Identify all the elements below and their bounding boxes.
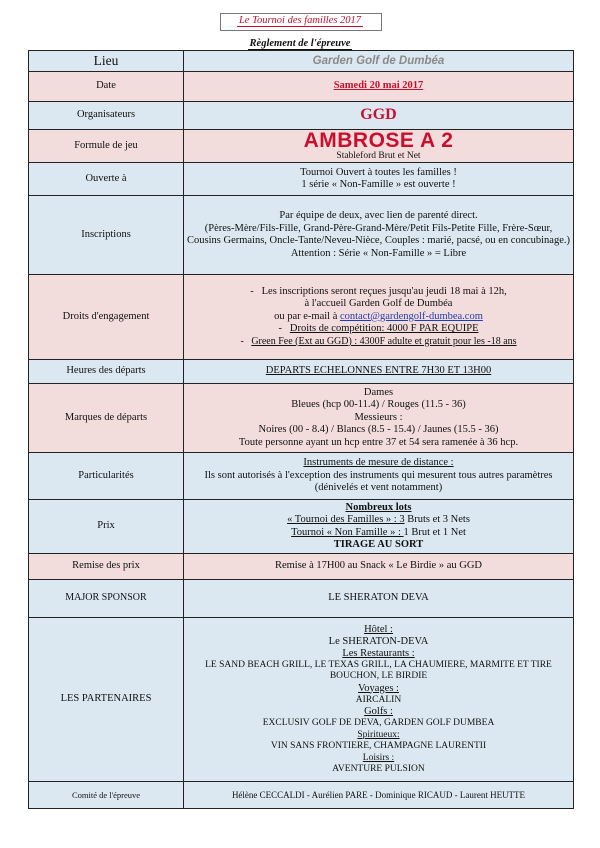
label-droits: Droits d'engagement	[29, 275, 184, 360]
value-heures: DEPARTS ECHELONNES ENTRE 7H30 ET 13H00	[184, 360, 574, 384]
ouverte-line-2: 1 série « Non-Famille » est ouverte !	[301, 179, 456, 190]
row-prix	[29, 500, 574, 554]
prix-line-3: Tournoi « Non Famille » : 1 Brut et 1 Net	[291, 526, 466, 538]
row-droits	[29, 275, 574, 360]
value-date: Samedi 20 mai 2017	[184, 72, 574, 102]
document-title: Le Tournoi des familles 2017	[238, 15, 362, 26]
row-inscriptions	[29, 196, 574, 275]
inscriptions-line-2: (Pères-Mère/Fils-Fille, Grand-Père-Grand-Mère/Petit Fils-Petite Fille, Frère-Sœur, Cousins Germains, Oncle-Tante/Neveu-Nièce, Couples : marié, pacsé, ou en concubinage.)	[187, 222, 570, 246]
partenaires-golfs: EXCLUSIV GOLF DE DEVA, GARDEN GOLF DUMBEA	[262, 718, 495, 728]
ouverte-line-1: Tournoi Ouvert à toutes les familles !	[300, 166, 457, 178]
row-partenaires	[29, 618, 574, 782]
value-particularites	[184, 453, 574, 500]
partenaires-loisirs-title: Loisirs :	[362, 752, 395, 763]
label-sponsor: MAJOR SPONSOR	[29, 580, 184, 618]
row-formule	[29, 130, 574, 163]
value-inscriptions	[184, 196, 574, 275]
prix-line-1: Nombreux lots	[345, 501, 412, 513]
label-marques: Marques de départs	[29, 384, 184, 453]
marques-line-4: Noires (00 - 8.4) / Blancs (8.5 - 15.4) / Jaunes (15.5 - 36)	[258, 424, 499, 436]
document-subtitle: Règlement de l'épreuve	[249, 38, 351, 49]
partenaires-voyages: AIRCALIN	[355, 694, 402, 705]
row-particularites	[29, 453, 574, 500]
inscriptions-line-3: Attention : Série « Non-Famille » = Libre	[290, 247, 467, 259]
partenaires-hotel-title: Hôtel :	[364, 623, 393, 635]
row-lieu	[29, 51, 574, 72]
label-remise: Remise des prix	[29, 554, 184, 580]
label-prix: Prix	[29, 500, 184, 554]
partenaires-hotel: Le SHERATON-DEVA	[328, 635, 429, 647]
droits-line-2: à l'accueil Garden Golf de Dumbéa	[304, 298, 453, 310]
label-lieu: Lieu	[29, 51, 184, 72]
row-sponsor	[29, 580, 574, 618]
droits-line-1: - Les inscriptions seront reçues jusqu'au jeudi 18 mai à 12h,	[250, 285, 507, 297]
label-particularites: Particularités	[29, 453, 184, 500]
value-lieu: Garden Golf de Dumbéa	[184, 51, 574, 72]
formule-title: AMBROSE A 2	[303, 129, 454, 152]
partenaires-spiritueux: VIN SANS FRONTIERE, CHAMPAGNE LAURENTII	[270, 741, 487, 751]
value-marques	[184, 384, 574, 453]
value-organisateurs: GGD	[184, 102, 574, 130]
row-organisateurs	[29, 102, 574, 130]
marques-line-2: Bleues (hcp 00-11.4) / Rouges (11.5 - 36)	[291, 399, 466, 411]
row-remise	[29, 554, 574, 580]
partenaires-voyages-title: Voyages :	[358, 682, 399, 694]
value-formule	[184, 130, 574, 163]
label-inscriptions: Inscriptions	[29, 196, 184, 275]
value-sponsor: LE SHERATON DEVA	[184, 580, 574, 618]
label-heures: Heures des départs	[29, 360, 184, 384]
rules-table	[28, 50, 574, 809]
label-partenaires: LES PARTENAIRES	[29, 618, 184, 782]
label-date: Date	[29, 72, 184, 102]
droits-line-3: ou par e-mail à contact@gardengolf-dumbea.com	[274, 310, 483, 322]
partenaires-restaurants: LE SAND BEACH GRILL, LE TEXAS GRILL, LA CHAUMIERE, MARMITE ET TIRE BOUCHON, LE BIRDIE	[205, 659, 552, 681]
partenaires-golfs-title: Golfs :	[364, 706, 393, 717]
partenaires-loisirs: AVENTURE PULSION	[332, 764, 425, 774]
value-comite: Hélène CECCALDI - Aurélien PARE - Dominique RICAUD - Laurent HEUTTE	[184, 782, 574, 809]
row-heures	[29, 360, 574, 384]
row-comite	[29, 782, 574, 809]
droits-line-5: - Green Fee (Ext au GGD) : 4300F adulte et gratuit pour les -18 ans	[240, 335, 517, 347]
value-prix	[184, 500, 574, 554]
prix-line-4: TIRAGE AU SORT	[333, 539, 424, 550]
row-date	[29, 72, 574, 102]
prix-line-2: « Tournoi des Familles » : 3 Bruts et 3 Nets	[287, 514, 470, 525]
value-droits	[184, 275, 574, 360]
particularites-line-2: Ils sont autorisés à l'exception des instruments qui mesurent tous autres paramètres (dénivelés et vent notamment)	[204, 469, 553, 494]
formule-subtitle: Stableford Brut et Net	[336, 151, 421, 161]
particularites-line-1: Instruments de mesure de distance :	[303, 457, 454, 469]
value-partenaires	[184, 618, 574, 782]
partenaires-restaurants-title: Les Restaurants :	[342, 647, 415, 659]
marques-line-5: Toute personne ayant un hcp entre 37 et 54 sera ramenée à 36 hcp.	[238, 436, 519, 448]
value-remise: Remise à 17H00 au Snack « Le Birdie » au GGD	[184, 554, 574, 580]
partenaires-spiritueux-title: Spiritueux:	[357, 729, 400, 740]
label-comite: Comité de l'épreuve	[29, 782, 184, 809]
value-ouverte	[184, 163, 574, 196]
label-formule: Formule de jeu	[29, 130, 184, 163]
marques-line-3: Messieurs :	[354, 411, 403, 423]
email-link[interactable]: contact@gardengolf-dumbea.com	[339, 310, 483, 322]
label-ouverte: Ouverte à	[29, 163, 184, 196]
row-marques	[29, 384, 574, 453]
marques-line-1: Dames	[363, 386, 394, 398]
row-ouverte	[29, 163, 574, 196]
droits-line-4: - Droits de compétition: 4000 F PAR EQUIPE	[278, 323, 479, 335]
inscriptions-line-1: Par équipe de deux, avec lien de parenté direct.	[279, 210, 478, 221]
label-organisateurs: Organisateurs	[29, 102, 184, 130]
